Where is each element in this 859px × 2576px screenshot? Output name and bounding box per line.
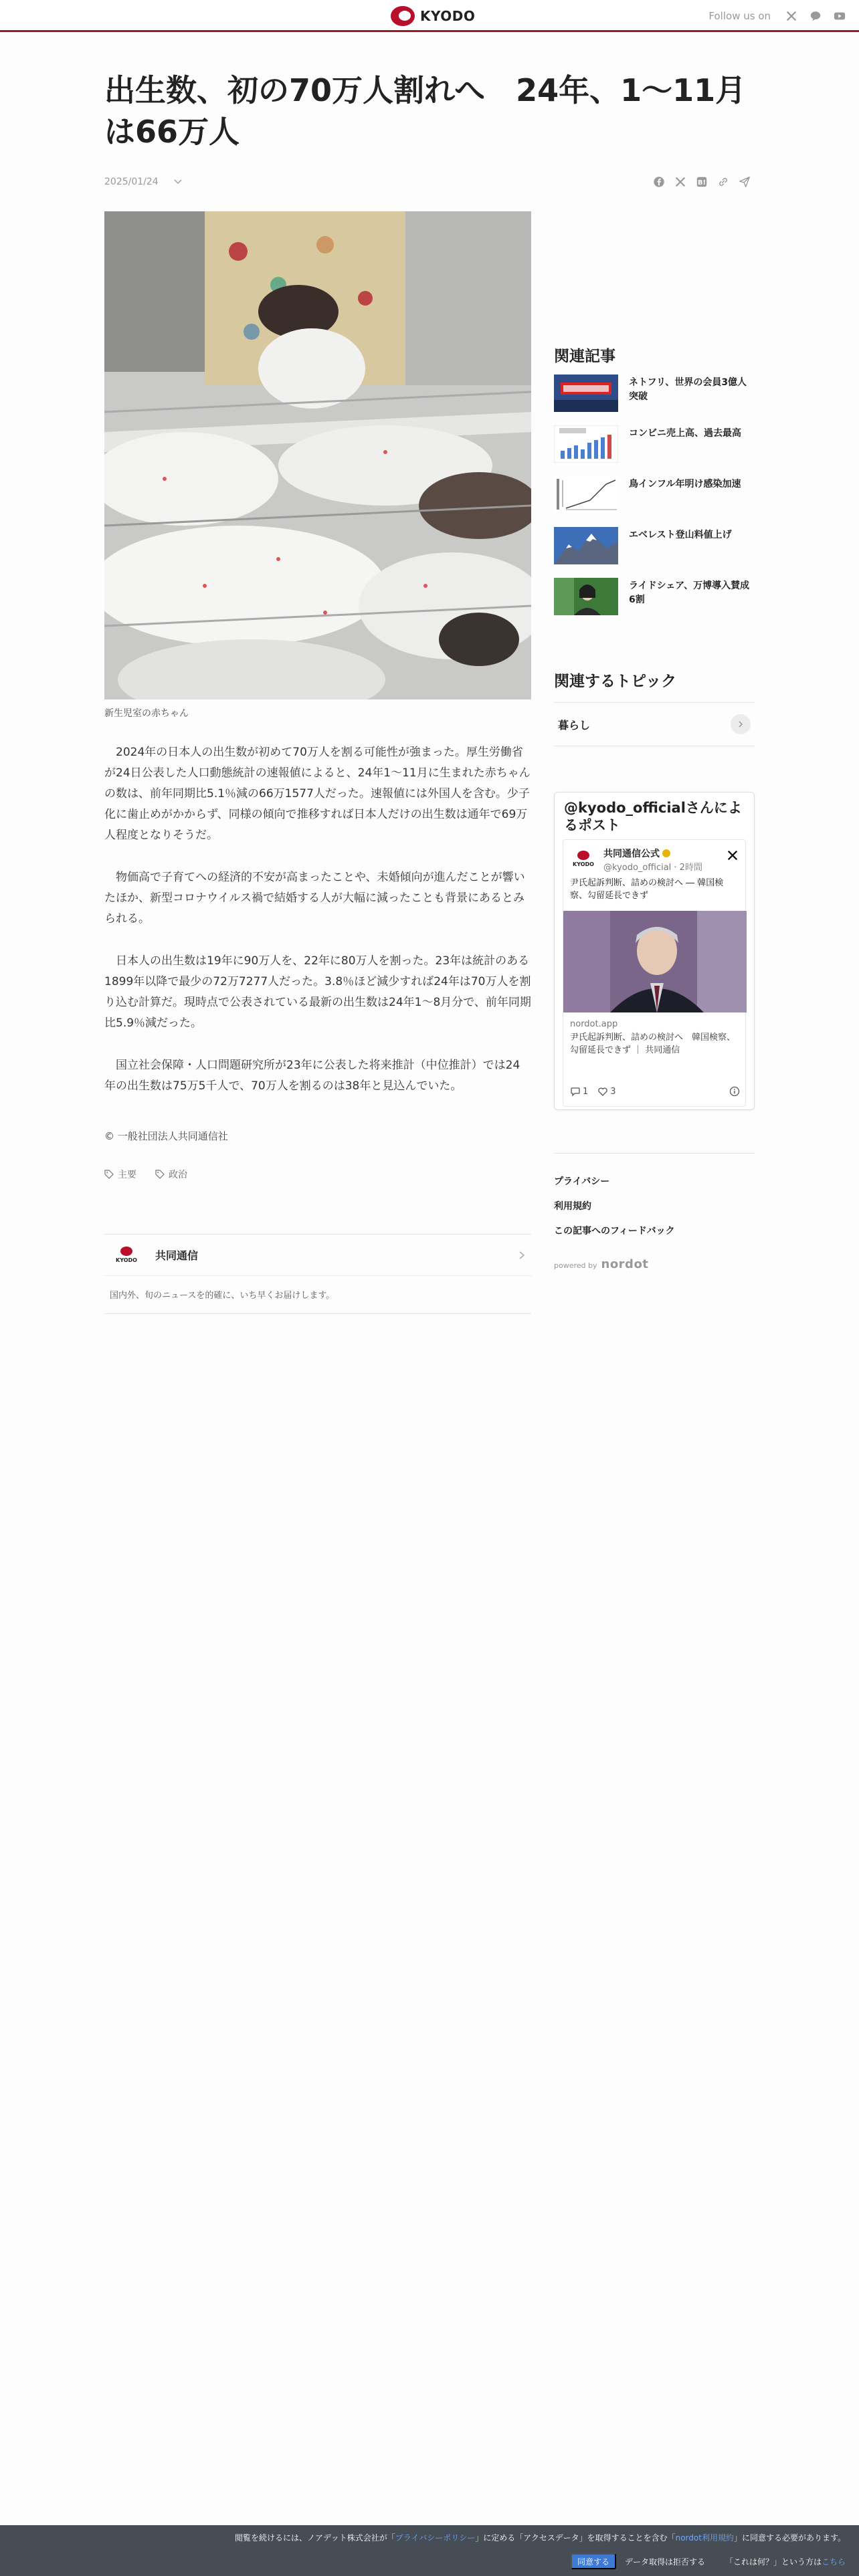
chevron-right-icon xyxy=(518,1251,526,1260)
follow-us xyxy=(708,8,846,24)
tweet-author[interactable]: 共同通信公式 xyxy=(603,849,660,859)
social-embed xyxy=(554,792,755,1110)
x-icon[interactable] xyxy=(674,176,686,188)
powered-by-label: powered by xyxy=(554,1261,597,1270)
article-tags xyxy=(104,1168,187,1181)
related-article[interactable] xyxy=(554,527,755,578)
tweet-card[interactable] xyxy=(563,839,746,1107)
link-card-title[interactable]: 尹氏起訴判断、詰めの検討へ 韓国検察、勾留延長できず ｜ 共同通信 xyxy=(570,1033,736,1055)
related-title: 鳥インフル年明け感染加速 xyxy=(629,479,741,490)
source-link[interactable] xyxy=(104,1235,531,1276)
publish-date: 2025/01/24 xyxy=(104,177,159,187)
chart-thumb xyxy=(554,425,618,463)
topics-heading: 関連するトピック xyxy=(554,673,677,690)
related-article[interactable] xyxy=(554,374,755,425)
youtube-icon[interactable] xyxy=(834,10,846,22)
x-icon[interactable] xyxy=(727,849,739,861)
chevron-down-icon[interactable] xyxy=(173,177,183,187)
article-title: 出生数、初の70万人割れへ 24年、1～11月は66万人 xyxy=(104,72,747,150)
kyodo-logo[interactable] xyxy=(391,5,475,27)
tag-link[interactable] xyxy=(104,1168,136,1181)
embed-heading: @kyodo_officialさんによるポスト xyxy=(564,800,742,833)
site-header xyxy=(0,0,859,32)
link-icon[interactable] xyxy=(717,176,729,188)
consent-text: 閲覧を続けるには、ノアデット株式会社が「プライバシーポリシー」に定める「アクセスデータ」を取得することを含む「nordot利用規約」に同意する必要があります。 xyxy=(235,2533,846,2543)
netflix-thumb xyxy=(554,374,618,412)
article-paragraph: 2024年の日本人の出生数が初めて70万人を割る可能性が強まった。厚生労働省が24日公表した人口動態統計の速報値によると、24年1～11月に生まれた赤ちゃんの数は、前年同期比5.1％減の66万1577人だった。速報値には外国人を含む。少子化に歯止めがかからず、同様の傾向で推移すれば日本人だけの出生数は通年で69万人程度となりそうだ。 xyxy=(104,746,531,842)
reply-icon xyxy=(570,1086,581,1097)
sidebar-links xyxy=(554,1174,675,1249)
tweet-text: 尹氏起訴判断、詰めの検討へ ― 韓国検察、勾留延長できず xyxy=(570,878,724,901)
nordot-logo: nordot xyxy=(601,1257,649,1271)
privacy-policy-link[interactable]: プライバシーポリシー xyxy=(395,2533,476,2543)
article-paragraph: 国立社会保障・人口問題研究所が23年に公表した将来推計（中位推計）では24年の出生数は75万5千人で、70万人を割るのは38年と見込んでいた。 xyxy=(104,1059,520,1093)
send-icon[interactable] xyxy=(739,176,751,188)
accept-button[interactable]: 同意する xyxy=(571,2553,616,2569)
heart-icon xyxy=(597,1086,608,1097)
tweet-actions xyxy=(570,1086,740,1097)
line-icon[interactable] xyxy=(809,10,822,22)
x-icon[interactable] xyxy=(785,10,797,22)
related-article[interactable] xyxy=(554,476,755,527)
source-box xyxy=(104,1234,531,1314)
powered-by[interactable] xyxy=(554,1257,648,1271)
verified-badge-icon xyxy=(662,849,670,857)
reject-data-link[interactable]: データ取得は拒否する xyxy=(625,2557,706,2567)
related-title: エベレスト登山料値上げ xyxy=(629,530,732,540)
related-article[interactable] xyxy=(554,578,755,629)
person-thumb xyxy=(554,578,618,615)
tag-link[interactable] xyxy=(155,1168,187,1181)
chevron-right-icon xyxy=(731,714,751,734)
mountain-thumb xyxy=(554,527,618,564)
link-domain: nordot.app xyxy=(570,1019,618,1029)
related-title: ネトフリ、世界の会員3億人突破 xyxy=(629,377,747,402)
source-name: 共同通信 xyxy=(155,1249,199,1262)
related-title: コンビニ売上高、過去最高 xyxy=(629,428,741,439)
what-is-this: 「これは何？」という方はこちら xyxy=(725,2557,846,2567)
reply-button[interactable] xyxy=(570,1086,588,1097)
sidebar-divider xyxy=(554,1153,755,1154)
like-count: 3 xyxy=(610,1086,616,1097)
info-icon[interactable] xyxy=(729,1086,740,1097)
terms-link[interactable]: 利用規約 xyxy=(554,1201,591,1212)
tweet-image[interactable] xyxy=(563,911,747,1012)
copyright: © 一般社団法人共同通信社 xyxy=(104,1130,228,1142)
consent-banner xyxy=(0,2525,859,2576)
terms-of-use-link[interactable]: nordot利用規約 xyxy=(675,2533,734,2543)
graph-thumb xyxy=(554,476,618,514)
source-logo: KYODO xyxy=(110,1243,143,1267)
privacy-link[interactable]: プライバシー xyxy=(554,1176,610,1187)
tag-icon xyxy=(155,1170,165,1179)
tag-label: 主要 xyxy=(118,1170,136,1180)
article-paragraph: 日本人の出生数は19年に90万人を、22年に80万人を割った。23年は統計のある1899年以降で最少の72万7277人だった。3.8％ほど減少すれば24年は70万人を割り込む計算だ。現時点で公表されている最新の出生数は24年1～8月分で、前年同期比5.9％減だった。 xyxy=(104,954,531,1030)
feedback-link[interactable]: この記事へのフィードバック xyxy=(554,1226,675,1237)
related-article[interactable] xyxy=(554,425,755,476)
tweet-handle[interactable]: @kyodo_official · 2時間 xyxy=(603,863,702,873)
logo-text: KYODO xyxy=(420,8,476,24)
follow-label: Follow us on xyxy=(708,10,771,22)
related-heading: 関連記事 xyxy=(554,348,615,365)
related-title: ライドシェア、万博導入賛成6割 xyxy=(629,580,750,605)
like-button[interactable] xyxy=(597,1086,615,1097)
svg-text:B!: B! xyxy=(697,179,706,187)
facebook-icon[interactable] xyxy=(653,176,665,188)
avatar[interactable]: KYODO xyxy=(570,847,597,871)
source-description: 国内外、旬のニュースを的確に、いち早くお届けします。 xyxy=(110,1291,335,1301)
photo-caption: 新生児室の赤ちゃん xyxy=(104,708,189,719)
hatena-icon[interactable] xyxy=(696,176,708,188)
related-articles xyxy=(554,374,755,629)
article-photo xyxy=(104,211,531,700)
tag-label: 政治 xyxy=(169,1170,187,1180)
article-paragraph: 物価高で子育てへの経済的不安が高まったことや、未婚傾向が進んだことが響いたほか、新型コロナウイルス禍で結婚する人が大幅に減ったことも背景にあるとみられる。 xyxy=(104,871,525,926)
article-body xyxy=(104,742,531,1118)
kyodo-logo-mark xyxy=(391,6,415,26)
topic-item[interactable] xyxy=(554,702,755,746)
reply-count: 1 xyxy=(583,1086,589,1097)
what-is-this-link[interactable]: こちら xyxy=(821,2557,846,2567)
article-meta xyxy=(104,175,183,189)
share-buttons xyxy=(653,175,751,189)
tag-icon xyxy=(104,1170,114,1179)
topic-label: 暮らし xyxy=(558,718,591,732)
